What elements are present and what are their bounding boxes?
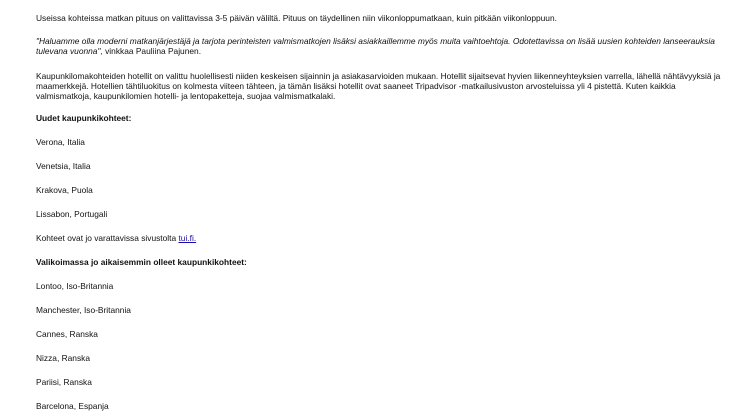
new-destinations-heading: Uudet kaupunkikohteet: xyxy=(36,113,132,123)
quote-attribution: vinkkaa Pauliina Pajunen. xyxy=(102,46,202,56)
existing-destination-item: Pariisi, Ranska xyxy=(36,377,92,387)
new-destination-item: Verona, Italia xyxy=(36,137,85,147)
intro-paragraph: Useissa kohteissa matkan pituus on valittavissa 3-5 päivän väliltä. Pituus on täydellinen niin viikonloppumatkaan, kuin pitkään viikonloppuun. xyxy=(36,13,557,23)
quote-text: "Haluamme olla moderni matkanjärjestäjä ja tarjota perinteisten valmismatkojen lisäksi asiakkaillemme myös muita vaihtoehtoja. Odotettavissa on lisää uusien kohteiden lanseerauksia tulevana vuonna", xyxy=(36,36,715,56)
new-destination-item: Lissabon, Portugali xyxy=(36,209,108,219)
existing-destination-item: Manchester, Iso-Britannia xyxy=(36,305,131,315)
existing-destinations-heading: Valikoimassa jo aikaisemmin olleet kaupunkikohteet: xyxy=(36,257,247,267)
booking-paragraph xyxy=(36,233,196,243)
booking-text: Kohteet ovat jo varattavissa sivustolta xyxy=(36,233,179,243)
existing-destination-item: Barcelona, Espanja xyxy=(36,401,109,411)
hotels-paragraph: Kaupunkilomakohteiden hotellit on valittu huolellisesti niiden keskeisen sijainnin ja asiakasarvioiden mukaan. Hotellit sijaitsevat hyvien liikenneyhteyksien varrella, lähellä nähtävyyksiä ja maamerkkejä. Hotellien tähtiluokitus on kolmesta viiteen tähteen, ja tämän lisäksi hotellit ovat saaneet Tripadvisor -matkailusivuston arvosteluissa yli 4 pistettä. Kuten kaikkia valmismatkoja, kaupunkilomien hotelli- ja lentopaketteja, suojaa valmismatkalaki. xyxy=(36,71,721,101)
existing-destination-item: Lontoo, Iso-Britannia xyxy=(36,281,114,291)
quote-paragraph xyxy=(36,36,726,56)
existing-destination-item: Nizza, Ranska xyxy=(36,353,90,363)
existing-destination-item: Cannes, Ranska xyxy=(36,329,98,339)
new-destination-item: Venetsia, Italia xyxy=(36,161,91,171)
tui-link[interactable]: tui.fi. xyxy=(178,233,197,243)
new-destination-item: Krakova, Puola xyxy=(36,185,93,195)
